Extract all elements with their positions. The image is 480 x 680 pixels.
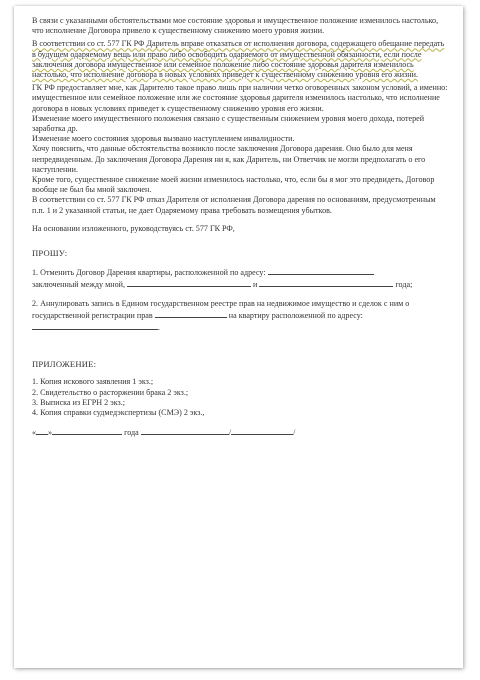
request-2-address-text: на квартиру расположенной по адресу:: [228, 310, 363, 320]
paragraph-article-577: В соответствии со ст. 577 ГК РФ Даритель вправе отказаться от исполнения договора, содержащего обещание передать в будущем одаряемому вещь или право либо освободить одаряемого от имущественной обязанности, если после заключения договора имущественное или семейное положение либо состояние здоровья дарителя изменилось настолько, что исполнение договора в новых условиях приведет к существенному снижению уровня его жизни.: [32, 39, 445, 80]
paragraph-no-damages: В соответствии со ст. 577 ГК РФ отказ Дарителя от исполнения Договора дарения по основаниям, предусмотренным п.п. 1 и 2 указанной статьи, не дает Одаряемому права требовать возмещения убытков.: [32, 195, 436, 215]
party-1-blank: [127, 278, 251, 287]
appendix-heading: ПРИЛОЖЕНИЕ:: [32, 359, 97, 370]
paragraph-unforeseen: Кроме того, существенное снижение моей жизни изменилось настолько, что, если бы я мог это предвидеть, Договор вообще не был бы мной заключен.: [32, 175, 435, 195]
request-1-year: года;: [395, 280, 413, 290]
party-2-blank: [259, 278, 393, 287]
date-slash-1: /: [228, 428, 232, 438]
paragraph-right-conditions: ГК РФ предоставляет мне, как Дарителю такое право лишь при наличии четко оговоренных законом условий, а именно:: [32, 83, 448, 93]
request-1-text: 1. Отменить Договор Дарения квартиры, расположенной по адресу:: [32, 268, 266, 278]
paragraph-condition-text: имущественное или семейное положение или же состояние здоровья дарителя изменилось настолько, что исполнение договора в новых условиях приведет к существенному снижению уровня его жизни.: [32, 93, 440, 113]
name-blank: [228, 426, 296, 438]
date-close-quote: »: [48, 428, 53, 438]
date-year-word: года: [124, 428, 139, 438]
prosu-heading: ПРОШУ:: [32, 248, 68, 259]
request-item-2: 2. Аннулировать запись в Едином государственном реестре прав на недвижимое имущество и сделок с ним о государственной регистрации прав на квартиру расположенной по адресу: .: [32, 298, 410, 333]
registration-blank: [155, 309, 227, 318]
request-1-and: и: [253, 280, 258, 290]
paragraph-health-change: Изменение моего состояния здоровья вызвано наступлением инвалидности.: [32, 134, 295, 144]
paragraph-circumstances: В связи с указанными обстоятельствами мое состояние здоровья и имущественное положение изменилось настолько, что исполнение Договора привело к существенному снижению моего уровня жизни.: [32, 16, 439, 36]
paragraph-based-on: На основании изложенного, руководствуясь ст. 577 ГК РФ,: [32, 223, 235, 233]
request-item-1-parties: [32, 278, 450, 290]
paragraph-income-change: Изменение моего имущественного положения связано с существенным снижением уровня моего дохода, потерей заработка др.: [32, 113, 425, 134]
document-body: [32, 16, 450, 439]
appendix-item: 4. Копия справки судмедэкспертизы (СМЭ) 2 экз.,: [32, 408, 205, 418]
paragraph-explanation: Хочу пояснить, что данные обстоятельства возникло после заключения Договора дарения. Оно было для меня непредвиденным. До заключения Договора Дарения ни я, как Даритель, ни Ответчик не могли предполагать о его наступлении.: [32, 144, 426, 174]
appendix-item: 1. Копия искового заявления 1 экз.;: [32, 377, 154, 387]
document-page: [14, 6, 463, 668]
month-blank: [52, 426, 122, 435]
day-blank: [36, 426, 48, 435]
date-slash-2: /: [293, 428, 296, 438]
address-blank: [268, 266, 374, 275]
request-item-1: [32, 266, 450, 278]
appendix-item: 3. Выписка из ЕГРН 2 экз.;: [32, 397, 125, 407]
appendix-item: 2. Свидетельство о расторжении брака 2 экз.;: [32, 387, 189, 397]
date-signature-line: [32, 426, 450, 438]
address-2-blank: [32, 321, 158, 330]
request-2-text: 2. Аннулировать запись в Едином государственном реестре прав на недвижимое имущество и сделок с ним о государственной регистрации прав: [32, 298, 410, 320]
signature-blank: [141, 426, 232, 438]
date-open-quote: «: [32, 428, 37, 438]
request-1-between: заключенный между мной,: [32, 280, 125, 290]
